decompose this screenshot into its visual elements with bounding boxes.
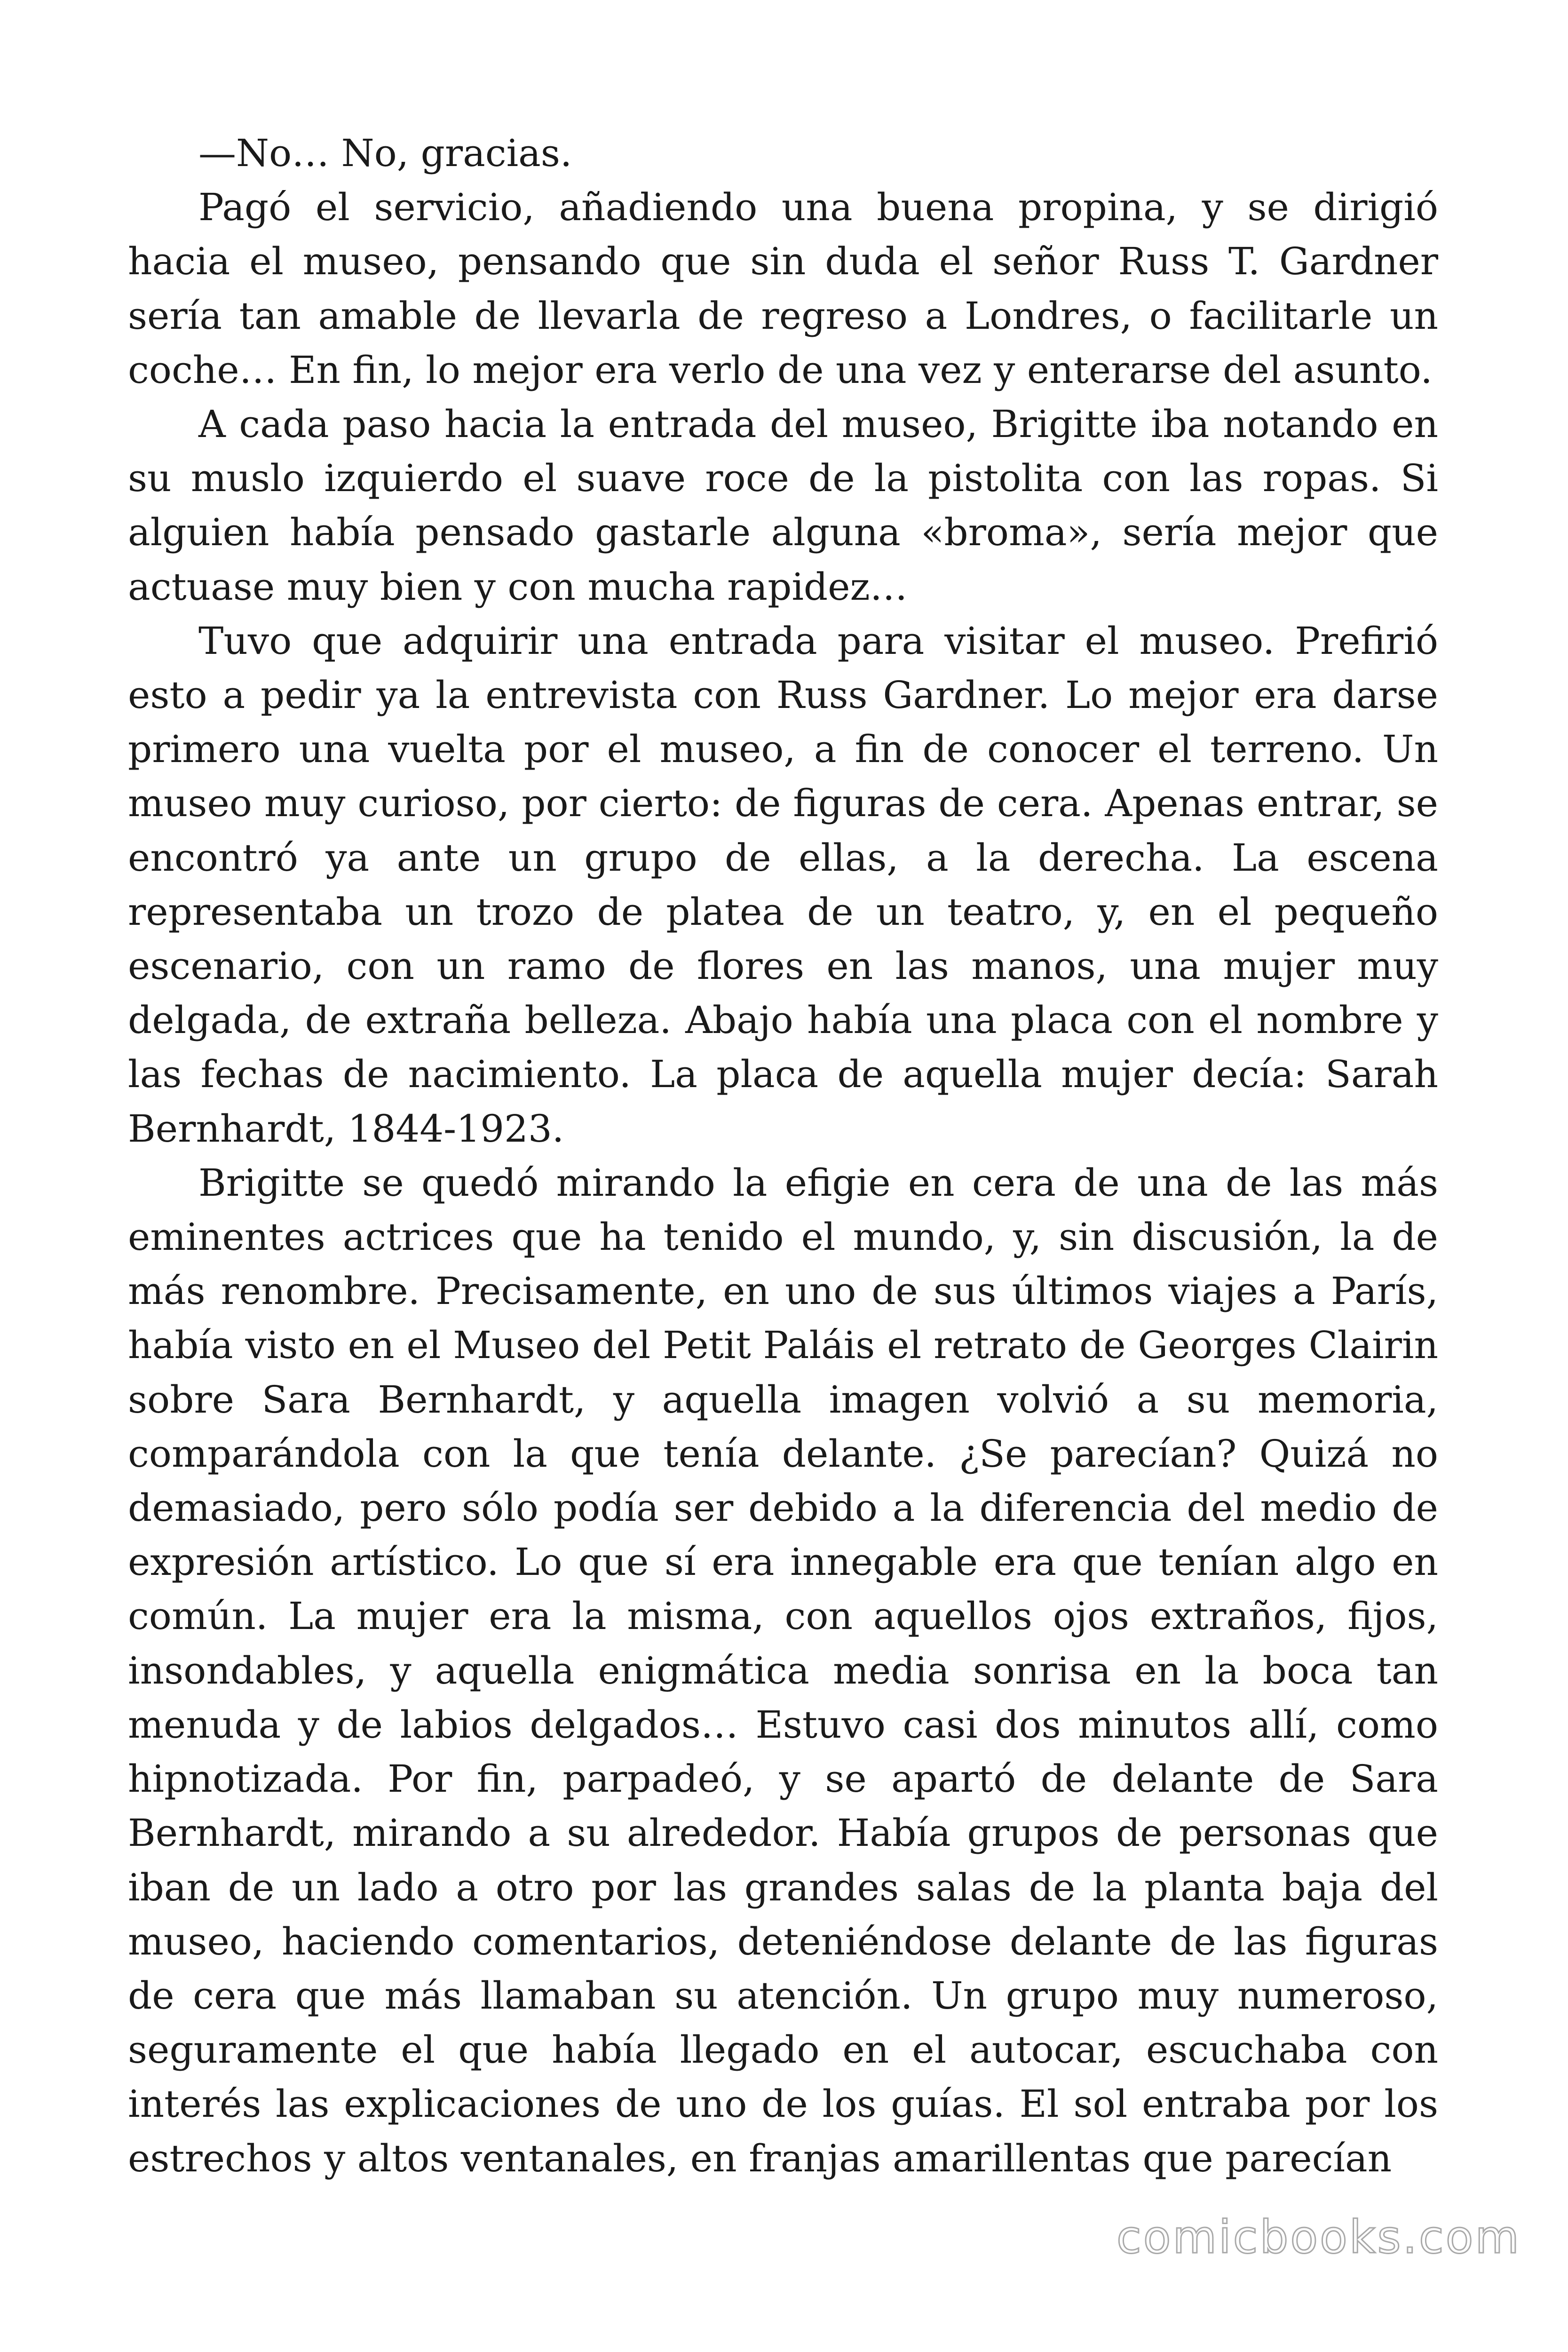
paragraph-3: A cada paso hacia la entrada del museo, Brigitte iba notando en su muslo izquierdo el suave roce de la pistolita con las ropas. Si alguien había pensado gastarle alguna «broma», sería mejor que actuase muy bien y con mucha rapidez… — [128, 402, 1438, 609]
paragraph-5: Brigitte se quedó mirando la efigie en cera de una de las más eminentes actrices que ha tenido el mundo, y, sin discusión, la de más renombre. Precisamente, en uno de sus últimos viajes a París, había visto en el Museo del Petit Paláis el retrato de Georges Clairin sobre Sara Bernhardt, y aquella imagen volvió a su memoria, comparándola con la que tenía delante. ¿Se parecían? Quizá no demasiado, pero sólo podía ser debido a la diferencia del medio de expresión artístico. Lo que sí era innegable era que tenían algo en común. La mujer era la misma, con aquellos ojos extraños, fijos, insondables, y aquella enigmática media sonrisa en la boca tan menuda y de labios delgados… Estuvo casi dos minutos allí, como hipnotizada. Por fin, parpadeó, y se apartó de delante de Sara Bernhardt, mirando a su alrededor. Había grupos de personas que iban de un lado a otro por las grandes salas de la planta baja del museo, haciendo comentarios, deteniéndose delante de las figuras de cera que más llamaban su atención. Un grupo muy numeroso, seguramente el que había llegado en el autocar, escuchaba con interés las explicaciones de uno de los guías. El sol entraba por los estrechos y altos ventanales, en franjas amarillentas que parecían — [128, 1160, 1438, 2180]
body-text — [128, 126, 1438, 2185]
paragraph-2: Pagó el servicio, añadiendo una buena propina, y se dirigió hacia el museo, pensando que sin duda el señor Russ T. Gardner sería tan amable de llevarla de regreso a Londres, o facilitarle un coche… En fin, lo mejor era verlo de una vez y enterarse del asunto. — [128, 185, 1438, 392]
paragraph-4: Tuvo que adquirir una entrada para visitar el museo. Prefirió esto a pedir ya la entrevista con Russ Gardner. Lo mejor era darse primero una vuelta por el museo, a fin de conocer el terreno. Un museo muy curioso, por cierto: de figuras de cera. Apenas entrar, se encontró ya ante un grupo de ellas, a la derecha. La escena representaba un trozo de platea de un teatro, y, en el pequeño escenario, con un ramo de flores en las manos, una mujer muy delgada, de extraña belleza. Abajo había una placa con el nombre y las fechas de nacimiento. La placa de aquella mujer decía: Sarah Bernhardt, 1844-1923. — [128, 619, 1438, 1151]
site-watermark: comicbooks.com — [1116, 2211, 1521, 2264]
paragraph-1: —No… No, gracias. — [198, 131, 572, 175]
